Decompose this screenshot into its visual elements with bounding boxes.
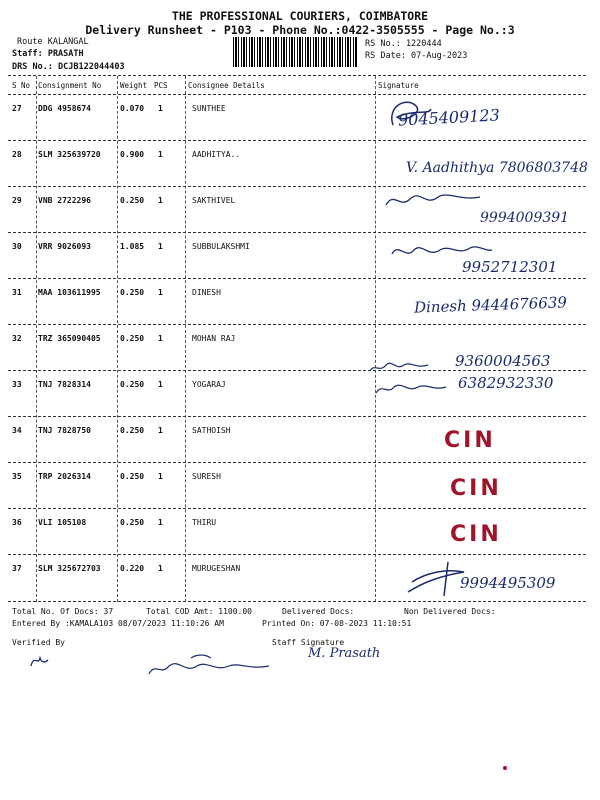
signature-scribble <box>385 95 435 135</box>
signature-scribble <box>366 355 432 379</box>
barcode <box>233 37 357 67</box>
table-row <box>0 416 600 462</box>
row-sno: 35 <box>12 472 22 481</box>
row-signature: 9994495309 <box>460 574 556 592</box>
row-signature: 6382932330 <box>458 374 554 392</box>
col-pcs: PCS <box>154 81 168 90</box>
row-pcs: 1 <box>158 150 163 159</box>
non-delivered-docs: Non Delivered Docs: <box>404 607 496 616</box>
row-consignee: MURUGESHAN <box>192 564 241 573</box>
row-signature: 9045409123 <box>397 105 501 130</box>
col-weight: Weight <box>120 81 148 90</box>
rs-number: RS No.: 1220444 <box>365 39 442 49</box>
row-pcs: 1 <box>158 472 163 481</box>
drs-number: DRS No.: DCJB122044403 <box>12 62 125 72</box>
delivered-docs: Delivered Docs: <box>282 607 355 616</box>
row-signature: CIN <box>450 522 502 547</box>
staff-signature-label: Staff Signature <box>272 638 345 647</box>
row-weight: 0.250 <box>120 426 145 435</box>
row-pcs: 1 <box>158 380 163 389</box>
row-consignment: VLI 105108 <box>38 518 87 527</box>
row-sno: 31 <box>12 288 22 297</box>
row-consignment: DDG 4958674 <box>38 104 91 113</box>
col-consignment: Consignment No <box>38 81 102 90</box>
row-consignment: SLM 325639720 <box>38 150 101 159</box>
row-sno: 28 <box>12 150 22 159</box>
rs-date: RS Date: 07-Aug-2023 <box>365 51 468 61</box>
row-consignment: TRP 2026314 <box>38 472 91 481</box>
row-pcs: 1 <box>158 242 163 251</box>
row-consignee: MOHAN RAJ <box>192 334 236 343</box>
row-weight: 0.250 <box>120 380 145 389</box>
col-consignee: Consignee Details <box>188 81 265 90</box>
row-consignee: AADHITYA.. <box>192 150 241 159</box>
row-signature: 9952712301 <box>462 258 558 276</box>
row-sno: 33 <box>12 380 22 389</box>
row-divider <box>8 601 586 602</box>
row-pcs: 1 <box>158 564 163 573</box>
row-signature: Dinesh 9444676639 <box>413 293 568 317</box>
row-weight: 0.250 <box>120 472 145 481</box>
runsheet-title: Delivery Runsheet - P103 - Phone No.:0422-3505555 - Page No.:3 <box>85 23 515 37</box>
header-top-rule <box>8 75 586 76</box>
row-consignee: DINESH <box>192 288 221 297</box>
table-row <box>0 554 600 600</box>
staff-label: Staff: PRASATH <box>12 49 84 59</box>
row-signature: CIN <box>444 428 496 453</box>
row-consignment: TRZ 365090405 <box>38 334 101 343</box>
table-row <box>0 186 600 232</box>
row-consignee: SURESH <box>192 472 221 481</box>
table-row <box>0 140 600 186</box>
total-docs: Total No. Of Docs: 37 <box>12 607 114 616</box>
signature-scribble <box>404 558 484 598</box>
table-row <box>0 278 600 324</box>
row-weight: 0.220 <box>120 564 145 573</box>
row-pcs: 1 <box>158 518 163 527</box>
row-weight: 0.250 <box>120 334 145 343</box>
row-consignment: VNB 2722296 <box>38 196 91 205</box>
total-cod: Total COD Amt: 1100.00 <box>146 607 252 616</box>
company-name: THE PROFESSIONAL COURIERS, COIMBATORE <box>171 9 429 23</box>
row-sno: 34 <box>12 426 22 435</box>
row-weight: 0.250 <box>120 196 145 205</box>
row-pcs: 1 <box>158 196 163 205</box>
row-sno: 37 <box>12 564 22 573</box>
row-pcs: 1 <box>158 426 163 435</box>
row-weight: 1.085 <box>120 242 145 251</box>
verified-signature-scribble <box>28 652 50 670</box>
signature-scribble <box>380 185 490 215</box>
row-sno: 30 <box>12 242 22 251</box>
row-weight: 0.250 <box>120 518 145 527</box>
verified-signature-scribble <box>145 652 275 682</box>
col-signature: Signature <box>378 81 419 90</box>
row-signature: 9360004563 <box>455 352 551 370</box>
entered-by: Entered By :KAMALA103 08/07/2023 11:10:26 AM <box>12 619 224 628</box>
row-consignee: YOGARAJ <box>192 380 226 389</box>
table-row <box>0 508 600 554</box>
table-row <box>0 462 600 508</box>
signature-scribble <box>388 238 498 266</box>
table-row <box>0 232 600 278</box>
row-signature: CIN <box>450 476 502 501</box>
row-sno: 32 <box>12 334 22 343</box>
row-consignee: SUNTHEE <box>192 104 226 113</box>
row-pcs: 1 <box>158 334 163 343</box>
row-consignment: VRR 9026093 <box>38 242 91 251</box>
row-sno: 27 <box>12 104 22 113</box>
row-consignment: MAA 103611995 <box>38 288 101 297</box>
verified-by-label: Verified By <box>12 638 65 647</box>
row-sno: 29 <box>12 196 22 205</box>
route-label: Route KALANGAL <box>17 37 89 47</box>
row-sno: 36 <box>12 518 22 527</box>
row-consignment: TNJ 7828314 <box>38 380 91 389</box>
row-weight: 0.250 <box>120 288 145 297</box>
row-signature: V. Aadhithya 7806803748 <box>406 160 588 176</box>
row-consignment: SLM 325672703 <box>38 564 101 573</box>
row-weight: 0.070 <box>120 104 145 113</box>
table-row <box>0 370 600 416</box>
ink-dot <box>503 766 507 770</box>
printed-on: Printed On: 07-08-2023 11:10:51 <box>262 619 412 628</box>
row-pcs: 1 <box>158 288 163 297</box>
signature-scribble <box>372 375 452 403</box>
row-consignment: TNJ 7828750 <box>38 426 91 435</box>
row-consignee: SAKTHIVEL <box>192 196 236 205</box>
row-consignee: SUBBULAKSHMI <box>192 242 250 251</box>
row-weight: 0.900 <box>120 150 145 159</box>
table-row <box>0 324 600 370</box>
column-header-row <box>0 78 600 92</box>
row-consignee: THIRU <box>192 518 217 527</box>
staff-signature: M. Prasath <box>308 646 381 661</box>
row-pcs: 1 <box>158 104 163 113</box>
col-sno: S No <box>12 81 31 90</box>
row-signature: 9994009391 <box>480 210 570 226</box>
table-row <box>0 94 600 140</box>
row-consignee: SATHOISH <box>192 426 231 435</box>
